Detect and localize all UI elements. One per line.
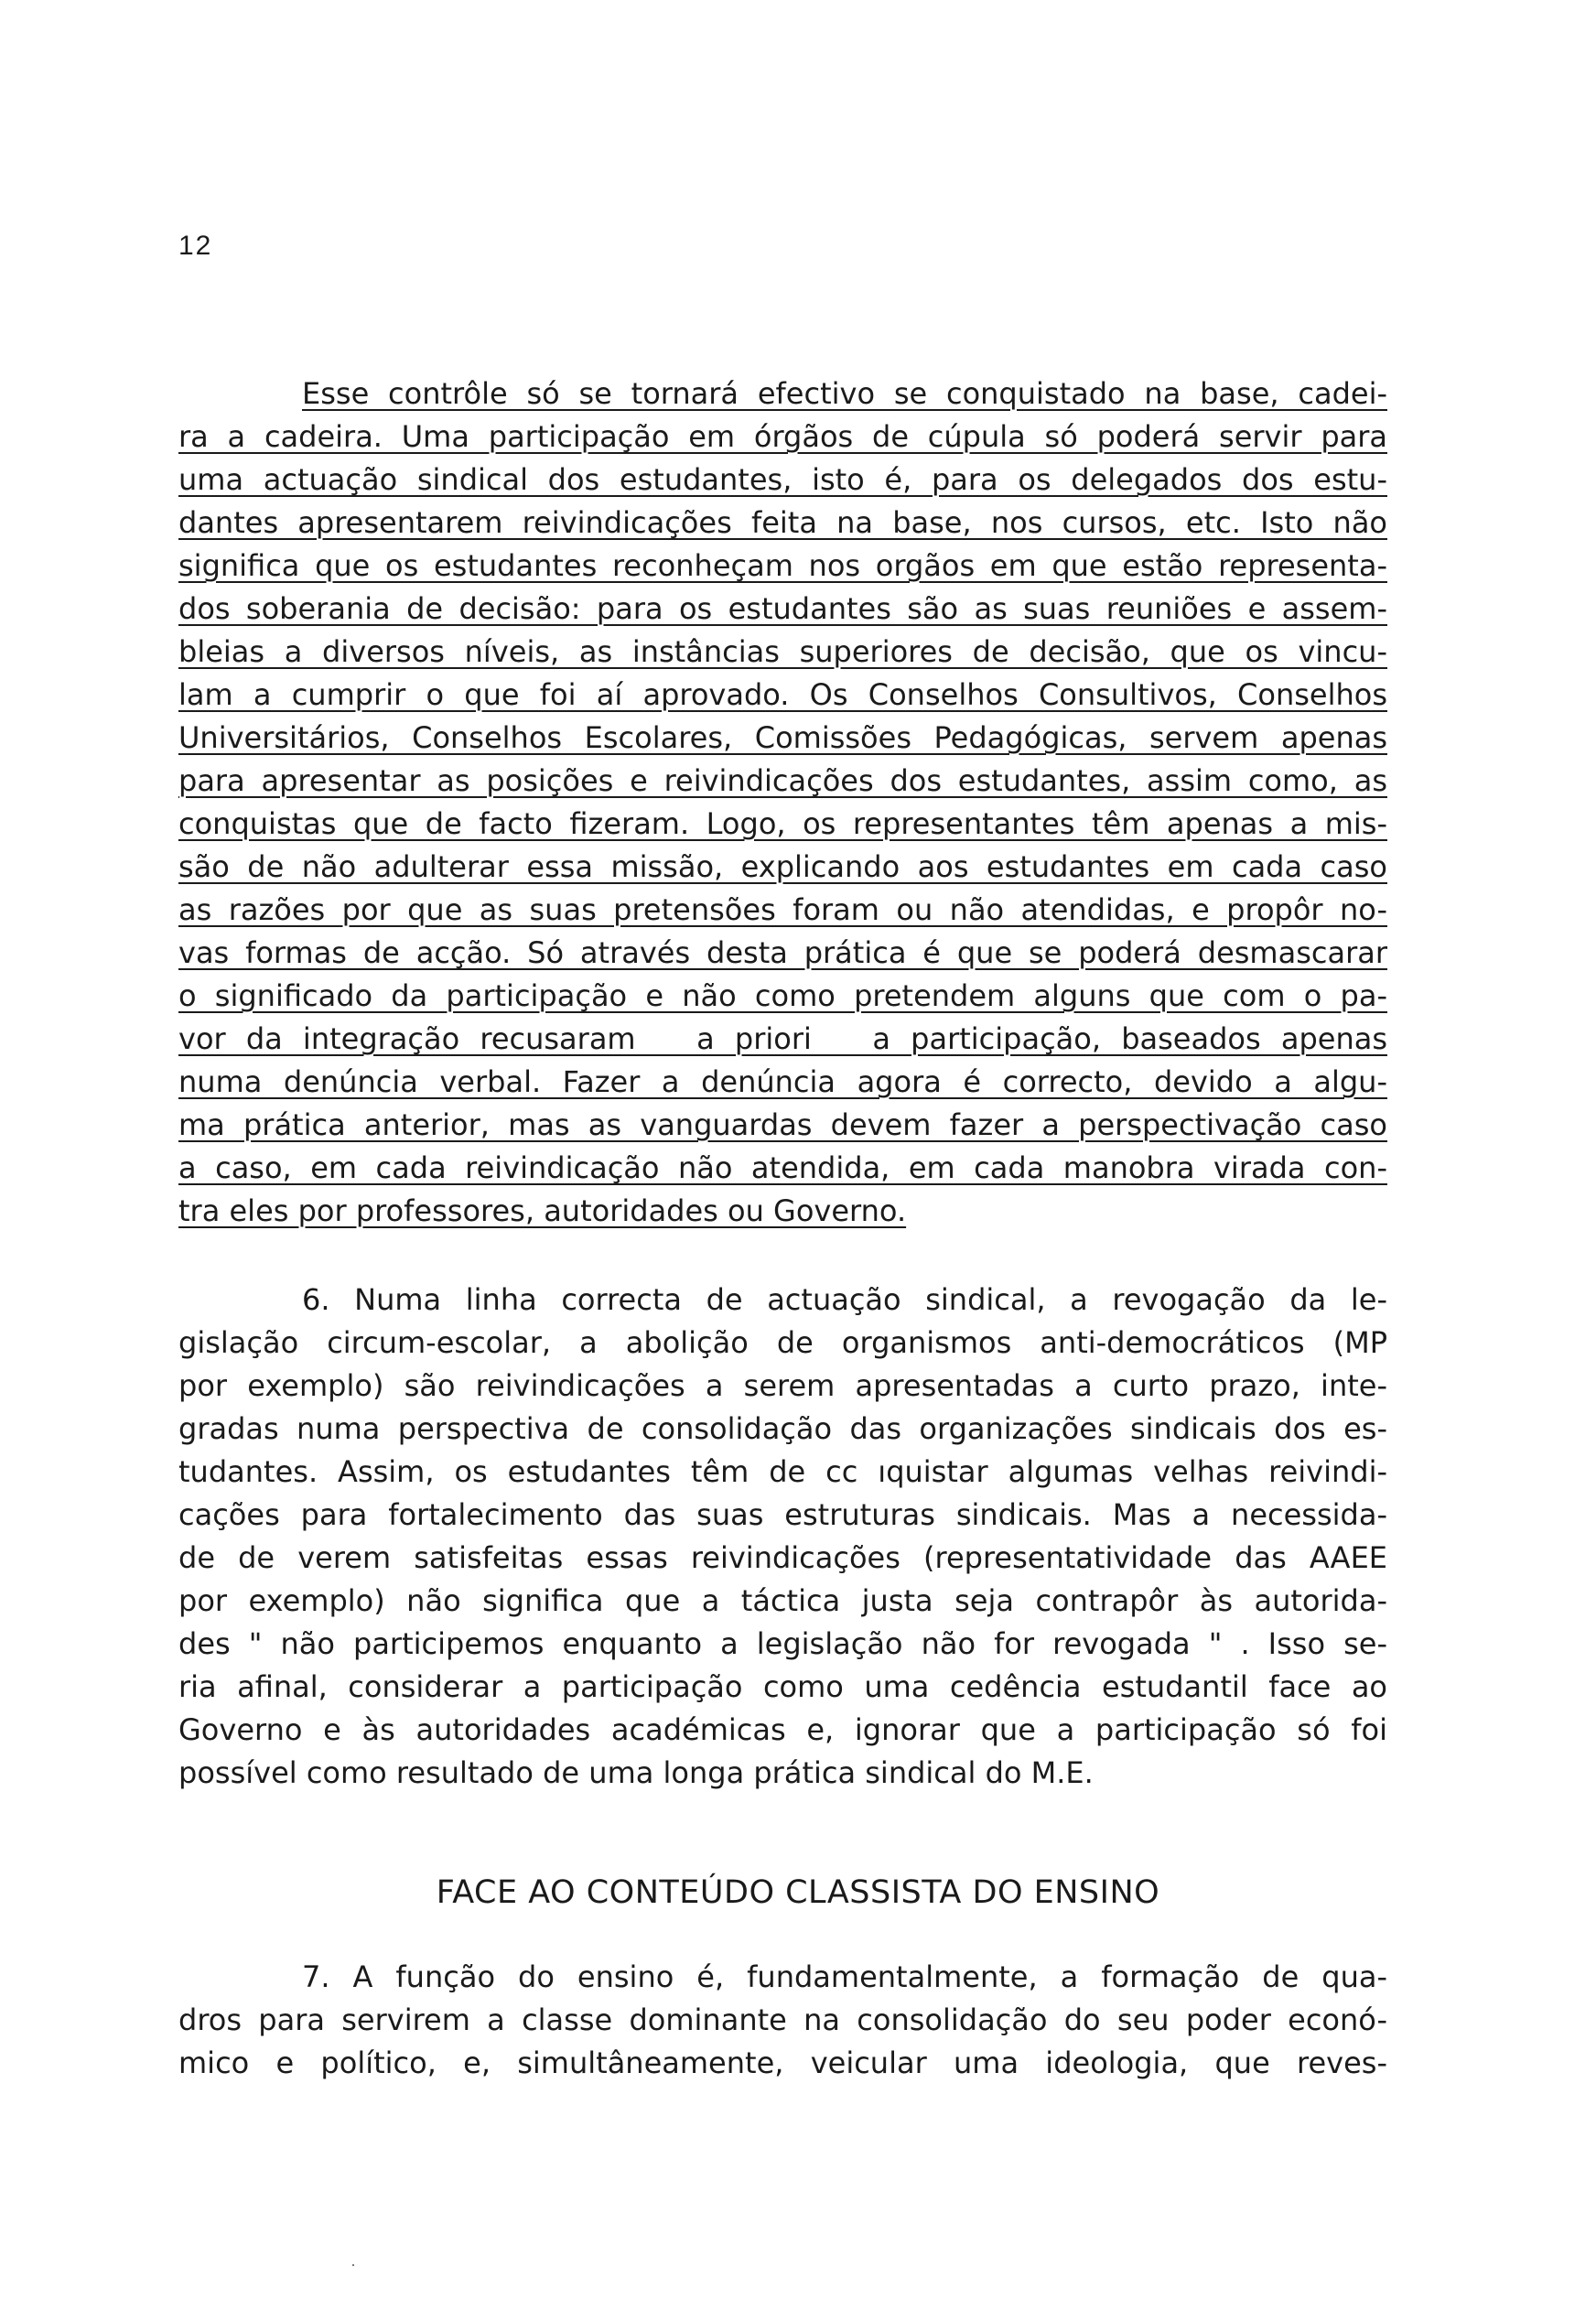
- paragraph-5-line: conquistas que de facto fizeram. Logo, os representantes têm apenas a mis-: [178, 806, 1387, 841]
- paragraph-5-line: lam a cumprir o que foi aí aprovado. Os Conselhos Consultivos, Conselhos: [178, 677, 1387, 712]
- paragraph-5-line: dantes apresentarem reivindicações feita na base, nos cursos, etc. Isto não: [178, 505, 1387, 540]
- paragraph-5-line: uma actuação sindical dos estudantes, isto é, para os delegados dos estu-: [178, 462, 1387, 497]
- paragraph-5-line: Universitários, Conselhos Escolares, Comissões Pedagógicas, servem apenas: [178, 720, 1387, 755]
- paragraph-6-line: por exemplo) são reivindicações a serem apresentadas a curto prazo, inte-: [178, 1368, 1387, 1403]
- paragraph-6-line: de de verem satisfeitas essas reivindicações (representatividade das AAEE: [178, 1540, 1387, 1575]
- paragraph-5-line: significa que os estudantes reconheçam nos orgãos em que estão representa-: [178, 548, 1387, 583]
- paragraph-5-line: Esse contrôle só se tornará efectivo se conquistado na base, cadei-: [302, 376, 1387, 411]
- paragraph-7-line: dros para servirem a classe dominante na consolidação do seu poder econó-: [178, 2002, 1387, 2037]
- paragraph-5-line: ra a cadeira. Uma participação em órgãos de cúpula só poderá servir para: [178, 419, 1387, 454]
- paragraph-5-line: ma prática anterior, mas as vanguardas devem fazer a perspectivação caso: [178, 1107, 1387, 1142]
- paragraph-6-line: cações para fortalecimento das suas estruturas sindicais. Mas a necessida-: [178, 1497, 1387, 1532]
- paragraph-5-line: as razões por que as suas pretensões foram ou não atendidas, e propôr no-: [178, 892, 1387, 927]
- paragraph-5-line: bleias a diversos níveis, as instâncias superiores de decisão, que os vincu-: [178, 634, 1387, 669]
- paragraph-5-line: numa denúncia verbal. Fazer a denúncia agora é correcto, devido a algu-: [178, 1064, 1387, 1099]
- section-heading: FACE AO CONTEÚDO CLASSISTA DO ENSINO: [436, 1874, 1160, 1911]
- paragraph-6-line: Governo e às autoridades académicas e, ignorar que a participação só foi: [178, 1712, 1387, 1747]
- paragraph-5-line: são de não adulterar essa missão, explicando aos estudantes em cada caso: [178, 849, 1387, 884]
- paragraph-5-line: vas formas de acção. Só através desta prática é que se poderá desmascarar: [178, 935, 1387, 970]
- paragraph-5-line: dos soberania de decisão: para os estudantes são as suas reuniões e assem-: [178, 591, 1387, 626]
- paragraph-6-line: possível como resultado de uma longa prática sindical do M.E.: [178, 1755, 1094, 1790]
- paragraph-5-line: a caso, em cada reivindicação não atendida, em cada manobra virada con-: [178, 1150, 1387, 1185]
- paragraph-7-line: 7. A função do ensino é, fundamentalmente, a formação de qua-: [302, 1959, 1387, 1994]
- paragraph-6-line: tudantes. Assim, os estudantes têm de cc ıquistar algumas velhas reivindi-: [178, 1454, 1387, 1489]
- paragraph-6-line: ria afinal, considerar a participação como uma cedência estudantil face ao: [178, 1669, 1387, 1704]
- paragraph-7-line: mico e político, e, simultâneamente, veicular uma ideologia, que reves-: [178, 2045, 1387, 2080]
- paragraph-6-line: por exemplo) não significa que a táctica justa seja contrapôr às autorida-: [178, 1583, 1387, 1618]
- scan-speck: [352, 2264, 354, 2266]
- paragraph-5-line: o significado da participação e não como pretendem alguns que com o pa-: [178, 978, 1387, 1013]
- paragraph-5-line: tra eles por professores, autoridades ou Governo.: [178, 1193, 907, 1228]
- page-number: 12: [178, 231, 213, 261]
- paragraph-6-line: 6. Numa linha correcta de actuação sindical, a revogação da le-: [302, 1282, 1387, 1317]
- paragraph-5-line: para apresentar as posições e reivindicações dos estudantes, assim como, as: [178, 763, 1387, 798]
- paragraph-6-line: gislação circum-escolar, a abolição de organismos anti-democráticos (MP: [178, 1325, 1387, 1360]
- paragraph-6-line: des " não participemos enquanto a legislação não for revogada " . Isso se-: [178, 1626, 1387, 1661]
- paragraph-5-line: vor da integração recusaram a priori a participação, baseados apenas: [178, 1021, 1387, 1056]
- paragraph-6-line: gradas numa perspectiva de consolidação das organizações sindicais dos es-: [178, 1411, 1387, 1446]
